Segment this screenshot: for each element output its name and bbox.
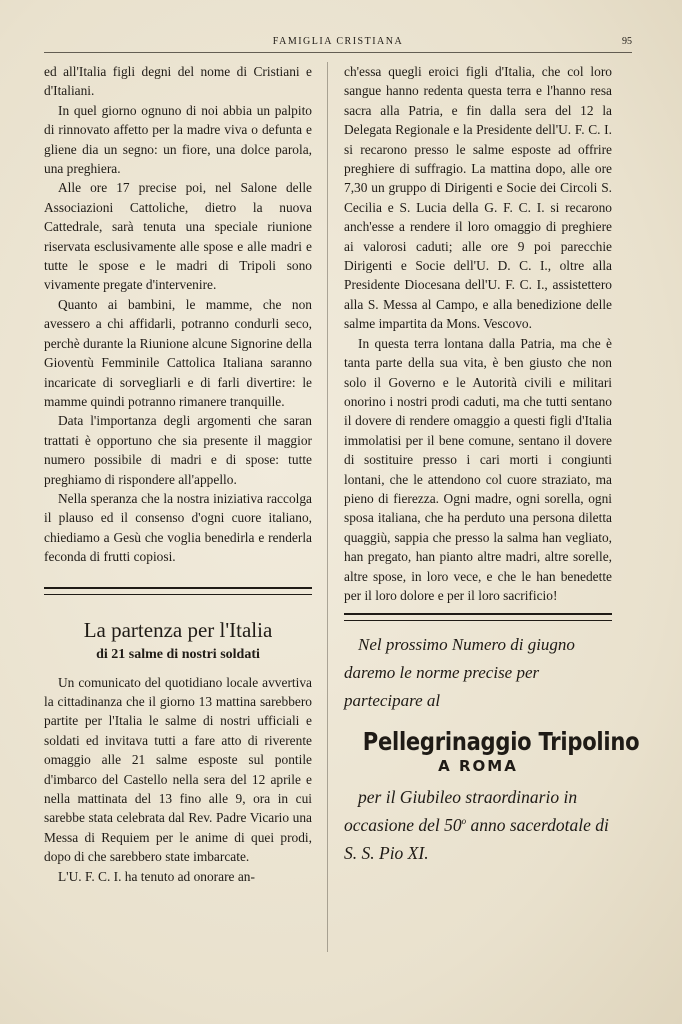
ordinal-superscript: o: [461, 816, 467, 827]
announcement-tail-text-end: anno sacerdotale di S. S. Pio XI.: [344, 815, 609, 864]
left-column: [44, 62, 312, 886]
right-column: [344, 62, 640, 867]
header-rule: [44, 52, 632, 53]
paragraph: Nella speranza che la nostra iniziativa raccolga il plauso ed il consenso d'ogni cuore italiano, chiediamo a Gesù che voglia benedirla e renderla feconda di frutti copiosi.: [44, 490, 312, 565]
paragraph: L'U. F. C. I. ha tenuto ad onorare an-: [58, 868, 255, 884]
paragraph: Data l'importanza degli argomenti che saran trattati è opportuno che sia presente il maggior numero possibile di madri e di spose: tutte preghiamo di rispondere all'appello.: [44, 413, 312, 487]
announcement-title: Pellegrinaggio Tripolino: [362, 727, 640, 757]
paragraph: Alle ore 17 precise poi, nel Salone delle Associazioni Cattoliche, dietro la nuova Cattedrale, sarà tenuta una speciale riunione riservata esclusivamente alle spose e alle madri e tutte le spose e le madri di Tripoli sono vivamente pregate d'intervenire.: [44, 180, 312, 293]
announcement-intro: Nel prossimo Numero di giugno daremo le norme precise per partecipare al: [344, 635, 575, 711]
announcement-divider: [344, 613, 612, 621]
paragraph: ed all'Italia figli degni del nome di Cristiani e d'Italiani.: [44, 64, 312, 99]
paragraph: In quel giorno ognuno di noi abbia un palpito di rinnovato affetto per la madre viva o defunta e gliene dia un segno: un fiore, una dolce parola, una preghiera.: [44, 102, 312, 177]
article-title: La partenza per l'Italia: [83, 617, 273, 642]
running-title: FAMIGLIA CRISTIANA: [272, 36, 404, 47]
column-divider: [327, 62, 328, 952]
page-number: 95: [622, 36, 632, 47]
paragraph: ch'essa quegli eroici figli d'Italia, che col loro sangue hanno redenta questa terra e l'hanno resa sacra alla Patria, e fin dalla sera del 12 la Delegata Regionale e la Presidente dell'U. F. C. I. si recarono presso le salme esposte ad offrire preghiere di suffragio. La mattina dopo, alle ore 7,30 un gruppo di Dirigenti e Socie dei Circoli S. Cecilia e S. Lucia della G. F. C. I. si recarono anch'esse a rendere il loro omaggio di preghiere ai valorosi caduti; alle ore 9 poi parecchie Dirigenti e Socie dell'U. D. C. I., oltre alla Presidente Diocesana dell'U. F. C. I., assistettero alla S. Messa al Campo, e alla benedizione delle salme impartita da Mons. Vescovo.: [344, 64, 612, 332]
paragraph: Quanto ai bambini, le mamme, che non avessero a chi affidarli, potranno condurli seco, perchè durante la Riunione alcune Signorine della Gioventù Femminile Cattolica Italiana saranno incaricate di sorvegliarli e di farli divertire: le mamme quindi potranno rimanere tranquille.: [44, 296, 312, 409]
announcement-roma: A ROMA: [438, 757, 518, 776]
section-divider: [44, 587, 312, 595]
article-subtitle: di 21 salme di nostri soldati: [96, 646, 260, 662]
paragraph: In questa terra lontana dalla Patria, ma che è tanta parte della sua vita, è ben giusto che non solo il Governo e le Autorità civili e militari onorino i nostri prodi caduti, ma che tutti sentano il dovere di rendere omaggio a questi figli d'Italia immolatisi per il bene comune, sentano il dovere di sostituire presso i cari morti i congiunti lontani, che le attendono col cuore straziato, ma pieno di fierezza. Ogni madre, ogni sorella, ogni sposa italiana, che ha perduto una persona diletta quaggiù, sappia che presso la salma han vegliato, han pregato, han pianto altre madri, altre sorelle, altre spose, in loro vece, e che le han benedette per il loro dolore e per il loro sacrificio!: [344, 335, 612, 603]
announcement-box: [344, 631, 640, 867]
page-header: [44, 36, 632, 50]
announcement-tail: [344, 783, 612, 867]
paragraph: Un comunicato del quotidiano locale avvertiva la cittadinanza che il giorno 13 mattina sarebbero partite per l'Italia le salme di nostri ufficiali e soldati ed invitava tutti a fare atto di riverente omaggio alle 21 salme esposte sul pontile d'imbarco del Castello nella sera del 12 aprile e nella mattinata del 13 fino alle 9, ora in cui sarebbe stata celebrata dal Rev. Padre Vicario una Messa di Requiem per le anime di quei prodi, dopo di che sarebbero state imbarcate.: [44, 674, 312, 865]
announcement-tail-text: per il Giubileo straordinario in occasione del 50: [344, 787, 578, 836]
